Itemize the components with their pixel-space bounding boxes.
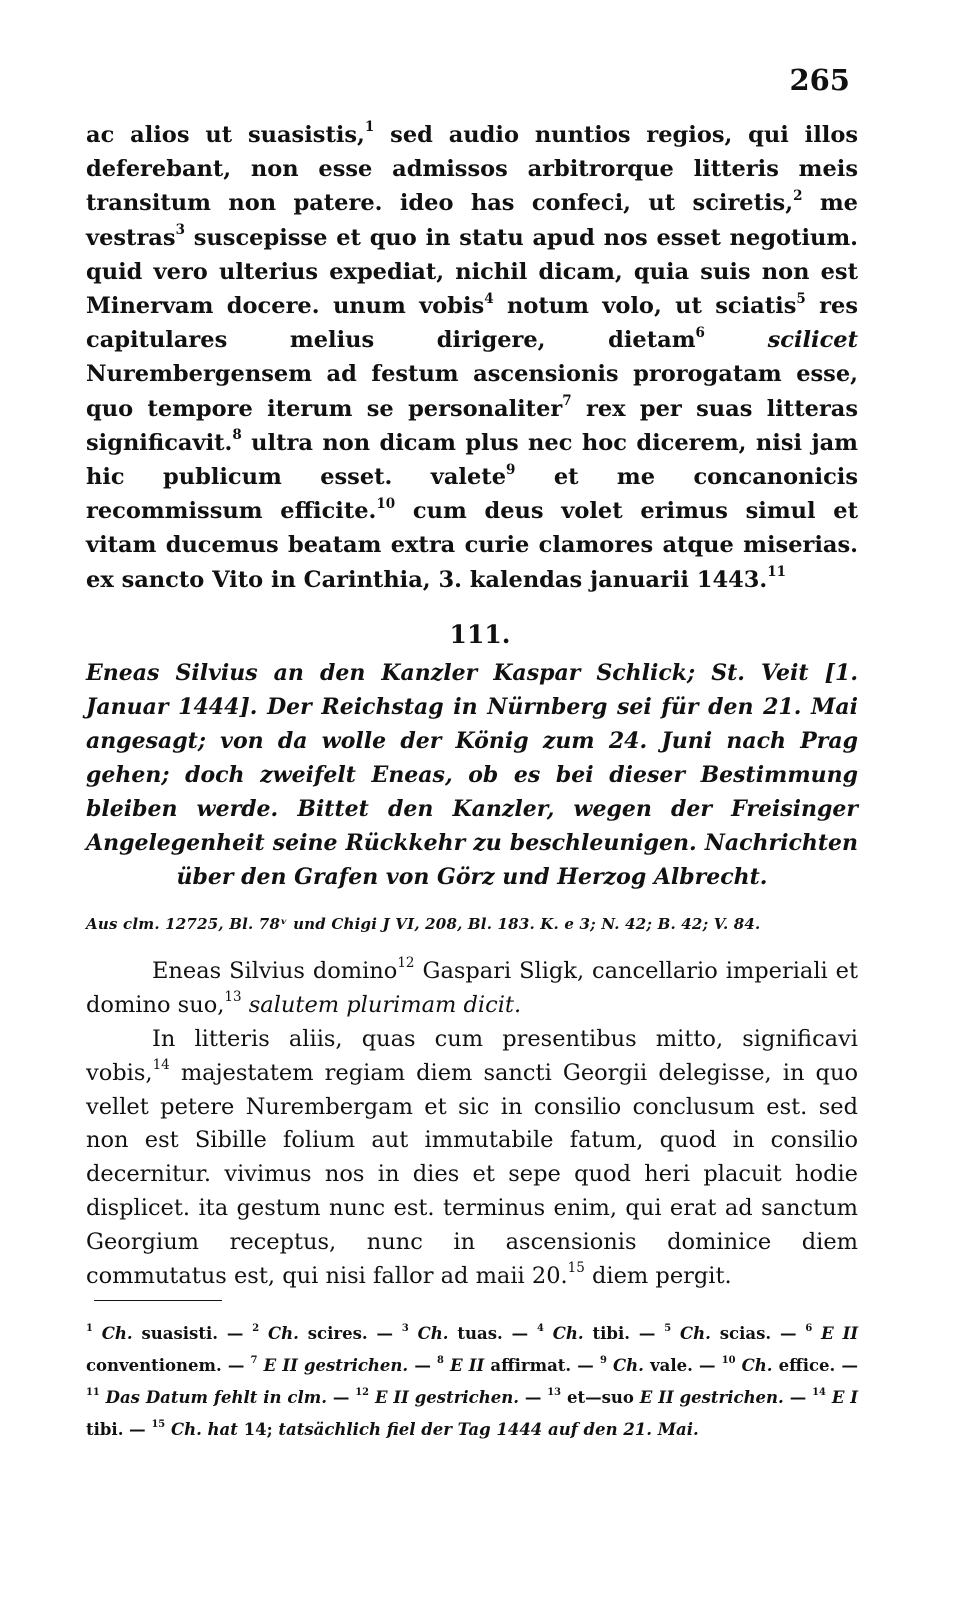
letter-summary: Eneas Silvius an den Kanzler Kaspar Schlick; St. Veit [1. Januar 1444]. Der Reichstag in Nürnberg sei für den 21. Mai angesagt; von da wolle der König zum 24. Juni nach Prag gehen; doch zweifelt Eneas, ob es bei dieser Bestimmung bleiben werde. Bittet den Kanzler, wegen der Freisinger Angelegenheit seine Rückkehr zu beschleunigen. Nachrichten über den Grafen von Görz und Herzog Albrecht. bbox=[86, 660, 858, 890]
letter-number: 111. bbox=[449, 620, 511, 649]
source-reference: Aus clm. 12725, Bl. 78ᵛ und Chigi J VI, 208, Bl. 183. K. e 3; N. 42; B. 42; V. 84. bbox=[86, 915, 761, 933]
letter-body: In litteris aliis, quas cum presentibus mitto, significavi vobis,$^{14}$ majestatem regiam diem sancti Georgii delegisse, in quo vellet petere Nurembergam et sic in consilio conclusum est. sed non est Sibille folium aut immutabile fatum, quod in consilio decernitur. vivimus nos in dies et sepe quod heri placuit hodie displicet. ita gestum nunc est. terminus enim, qui erat ad sanctum Georgium receptus, nunc in ascensionis dominice diem commutatus est, qui nisi fallor ad maii 20.15 diem pergit. bbox=[86, 1026, 858, 1289]
footnote-divider bbox=[94, 1300, 222, 1301]
letter-salutation: Eneas Silvius domino$^{12}$ Gaspari Sligk, cancellario imperiali et domino suo,$^{13}$ salutem plurimam dicit. bbox=[86, 955, 859, 1018]
footnotes: $^1$ Ch. suasisti. — $^2$ Ch. scires. — $^3$ Ch. tuas. — $^4$ Ch. tibi. — $^5$ Ch. scias. — $^6$ E II conventionem. — $^7$ E II gestrichen. — $^8$ E II affirmat. — $^9$ Ch. vale. — $^{10}$ Ch. effice. — $^{11}$ Das Datum fehlt in clm. — $^{12}$ E II gestrichen. — $^{13}$ et—suo E II gestrichen. — $^{14}$ E I tibi. — $^{15}$ Ch. hat 14; tatsächlich fiel der Tag 1444 auf den 21. Mai. bbox=[86, 1323, 859, 1439]
page-number: 265 bbox=[789, 63, 850, 97]
continued-letter-text: ac alios ut suasistis,$^1$ sed audio nuntios regios, qui illos deferebant, non esse admissos arbitrorque litteris meis transitum non patere. ideo has confeci, ut sciretis,$^2$ me vestras$^3$ suscepisse et quo in statu apud nos esset negotium. quid vero ulterius expediat, nichil dicam, quia suis non est Minervam docere. unum vobis$^4$ notum volo, ut sciatis$^5$ res capitulares melius dirigere, dietam$^6$ scilicet Nurembergensem ad festum ascensionis prorogatam esse, quo tempore iterum se personaliter$^7$ rex per suas litteras significavit.$^8$ ultra non dicam plus nec hoc dicerem, nisi jam hic publicum esset. valete$^9$ et me concanonicis recommissum efficite.$^{10}$ cum deus volet erimus simul et vitam ducemus beatam extra curie clamores atque miserias. ex sancto Vito in Carinthia, 3. kalendas januarii 1443.11 bbox=[86, 119, 858, 593]
